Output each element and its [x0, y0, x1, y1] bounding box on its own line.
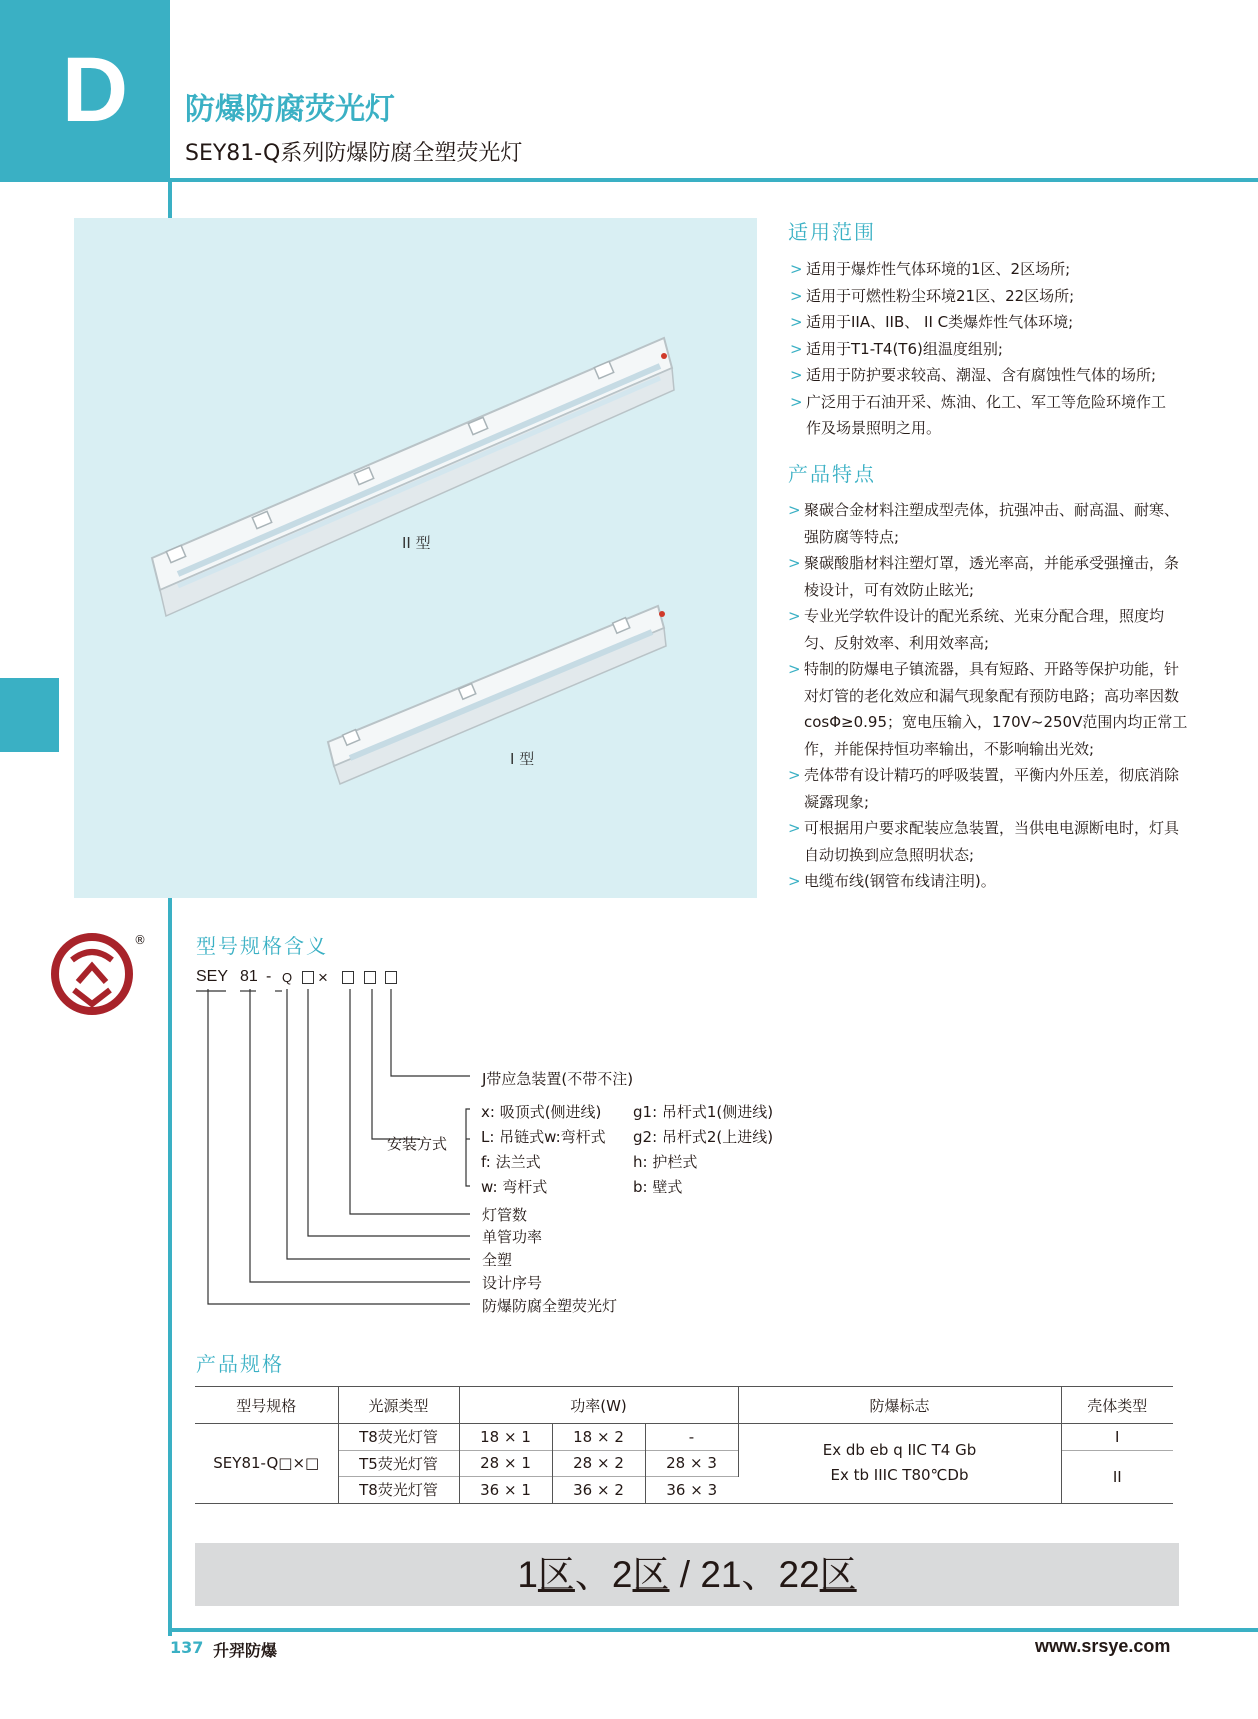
zone-text: 、 [574, 1554, 612, 1595]
features-heading: 产品特点 [788, 462, 876, 486]
arrow-icon: > [790, 260, 803, 278]
table-cell: 36 × 2 [552, 1477, 645, 1504]
table-cell: 36 × 3 [645, 1477, 738, 1504]
column-header: 功率(W) [459, 1387, 738, 1424]
table-cell: T8荧光灯管 [338, 1477, 459, 1504]
footer-brand: 升羿防爆 [213, 1641, 278, 1660]
table-header-row [195, 1387, 1173, 1424]
lamp-type-1 [328, 606, 666, 784]
lamp-label-type-1: I 型 [510, 750, 535, 768]
registered-mark: ® [134, 933, 146, 947]
list-item: > 聚碳合金材料注塑成型壳体，抗强冲击、耐高温、耐寒、强防腐等特点; [788, 497, 1188, 550]
install-option: w: 弯杆式 [481, 1178, 548, 1196]
specs-heading: 产品规格 [196, 1352, 284, 1376]
shell-cell: II [1061, 1450, 1173, 1503]
company-logo [50, 932, 140, 1016]
model-code-q: Q [282, 970, 293, 985]
list-item: > 广泛用于石油开采、炼油、化工、军工等危险环境作工作及场景照明之用。 [790, 389, 1180, 442]
arrow-icon: > [788, 554, 801, 572]
model-code-dash: - [266, 968, 272, 985]
code-box-count [342, 971, 354, 984]
code-legend-install-label: 安装方式 [387, 1135, 448, 1153]
install-option: f: 法兰式 [481, 1153, 541, 1171]
list-item: > 电缆布线(钢管布线请注明)。 [788, 868, 1188, 895]
code-legend-product-name: 防爆防腐全塑荧光灯 [482, 1297, 618, 1315]
ex-mark-line: Ex tb IIIC T80℃Db [830, 1466, 969, 1485]
arrow-icon: > [790, 366, 803, 384]
code-box-emergency [385, 971, 397, 984]
lamp-label-type-2: II 型 [402, 534, 431, 552]
footer-divider [168, 1628, 1258, 1632]
table-cell: 36 × 1 [459, 1477, 552, 1504]
zone-text: 区 [819, 1554, 857, 1595]
model-code-81: 81 [240, 968, 258, 985]
zone-text: 1 [517, 1554, 538, 1595]
code-box-install [364, 971, 376, 984]
table-cell: 28 × 3 [645, 1450, 738, 1477]
zone-text: 区 [537, 1554, 575, 1595]
header-divider [170, 178, 1258, 182]
page-subtitle: SEY81-Q系列防爆防腐全塑荧光灯 [185, 141, 523, 166]
product-photo [74, 218, 757, 898]
code-legend-tube-power: 单管功率 [482, 1228, 543, 1246]
list-item: > 适用于IIA、IIB、 II C类爆炸性气体环境; [790, 309, 1250, 336]
list-item: > 适用于爆炸性气体环境的1区、2区场所; [790, 256, 1250, 283]
model-cell: SEY81-Q□×□ [195, 1424, 338, 1504]
table-cell: - [645, 1424, 738, 1451]
arrow-icon: > [790, 313, 803, 331]
arrow-icon: > [788, 766, 801, 784]
side-tab-marker [0, 678, 59, 752]
arrow-icon: > [788, 872, 801, 890]
page-title: 防爆防腐荧光灯 [185, 92, 395, 127]
model-code-sey: SEY [196, 968, 229, 985]
shell-cell: I [1115, 1427, 1120, 1446]
list-item: > 壳体带有设计精巧的呼吸装置，平衡内外压差，彻底消除凝露现象; [788, 762, 1188, 815]
list-item: > 适用于T1-T4(T6)组温度组别; [790, 336, 1250, 363]
install-option: g1: 吊杆式1(侧进线) [633, 1103, 774, 1121]
list-item: > 可根据用户要求配装应急装置，当供电电源断电时，灯具自动切换到应急照明状态; [788, 815, 1188, 868]
zone-text: 区 [632, 1554, 670, 1595]
zone-text: / 21、22 [669, 1554, 820, 1595]
arrow-icon: > [788, 660, 801, 678]
column-header: 防爆标志 [738, 1387, 1061, 1424]
install-option: g2: 吊杆式2(上进线) [633, 1128, 774, 1146]
column-header: 型号规格 [195, 1387, 338, 1424]
table-cell: 18 × 2 [552, 1424, 645, 1451]
ex-mark-cell [738, 1424, 1061, 1504]
column-header: 壳体类型 [1061, 1387, 1173, 1424]
table-cell: T8荧光灯管 [338, 1424, 459, 1451]
list-item: > 适用于防护要求较高、潮湿、含有腐蚀性气体的场所; [790, 362, 1250, 389]
table-row [195, 1424, 1173, 1451]
footer-url[interactable]: www.srsye.com [1035, 1636, 1171, 1656]
install-option: b: 壁式 [633, 1178, 683, 1196]
features-list [788, 497, 1188, 895]
zone-banner [195, 1543, 1179, 1606]
code-legend-tube-count: 灯管数 [482, 1206, 528, 1224]
arrow-icon: > [790, 286, 803, 305]
spec-table [195, 1386, 1173, 1504]
arrow-icon: > [790, 392, 803, 411]
list-item: > 专业光学软件设计的配光系统、光束分配合理，照度均匀、反射效率、利用效率高; [788, 603, 1188, 656]
code-box-power [302, 971, 314, 984]
install-option: x: 吸顶式(侧进线) [481, 1103, 602, 1121]
arrow-icon: > [790, 339, 803, 358]
arrow-icon: > [788, 819, 801, 837]
model-code-times: × [318, 968, 328, 987]
lamp-type-2 [152, 338, 674, 616]
list-item: > 适用于可燃性粉尘环境21区、22区场所; [790, 283, 1250, 310]
section-letter: D [61, 39, 129, 141]
code-legend-all-plastic: 全塑 [482, 1251, 513, 1269]
model-code-heading: 型号规格含义 [196, 934, 328, 958]
install-option: L: 吊链式w:弯杆式 [481, 1128, 606, 1146]
ex-mark-line: Ex db eb q IIC T4 Gb [822, 1441, 977, 1460]
code-legend-design-no: 设计序号 [482, 1274, 543, 1292]
list-item: > 特制的防爆电子镇流器，具有短路、开路等保护功能，针对灯管的老化效应和漏气现象配有预防电路；高功率因数cosΦ≥0.95；宽电压输入，170V~250V范围内均正常工作，并能保持恒功率输出，不影响输出光效; [788, 656, 1188, 762]
lamp-illustration [74, 218, 757, 898]
code-legend-emergency: J带应急装置(不带不注) [482, 1070, 634, 1088]
page-number: 137 [170, 1638, 204, 1657]
scope-list [790, 256, 1250, 442]
table-cell: 28 × 1 [459, 1450, 552, 1477]
scope-heading: 适用范围 [788, 220, 876, 244]
arrow-icon: > [788, 607, 801, 625]
table-cell: 28 × 2 [552, 1450, 645, 1477]
arrow-icon: > [788, 501, 801, 519]
table-cell: T5荧光灯管 [338, 1450, 459, 1477]
list-item: > 聚碳酸脂材料注塑灯罩，透光率高，并能承受强撞击，条棱设计，可有效防止眩光; [788, 550, 1188, 603]
install-option: h: 护栏式 [633, 1153, 698, 1171]
zone-text: 2 [611, 1554, 633, 1595]
table-cell: 18 × 1 [459, 1424, 552, 1451]
column-header: 光源类型 [338, 1387, 459, 1424]
